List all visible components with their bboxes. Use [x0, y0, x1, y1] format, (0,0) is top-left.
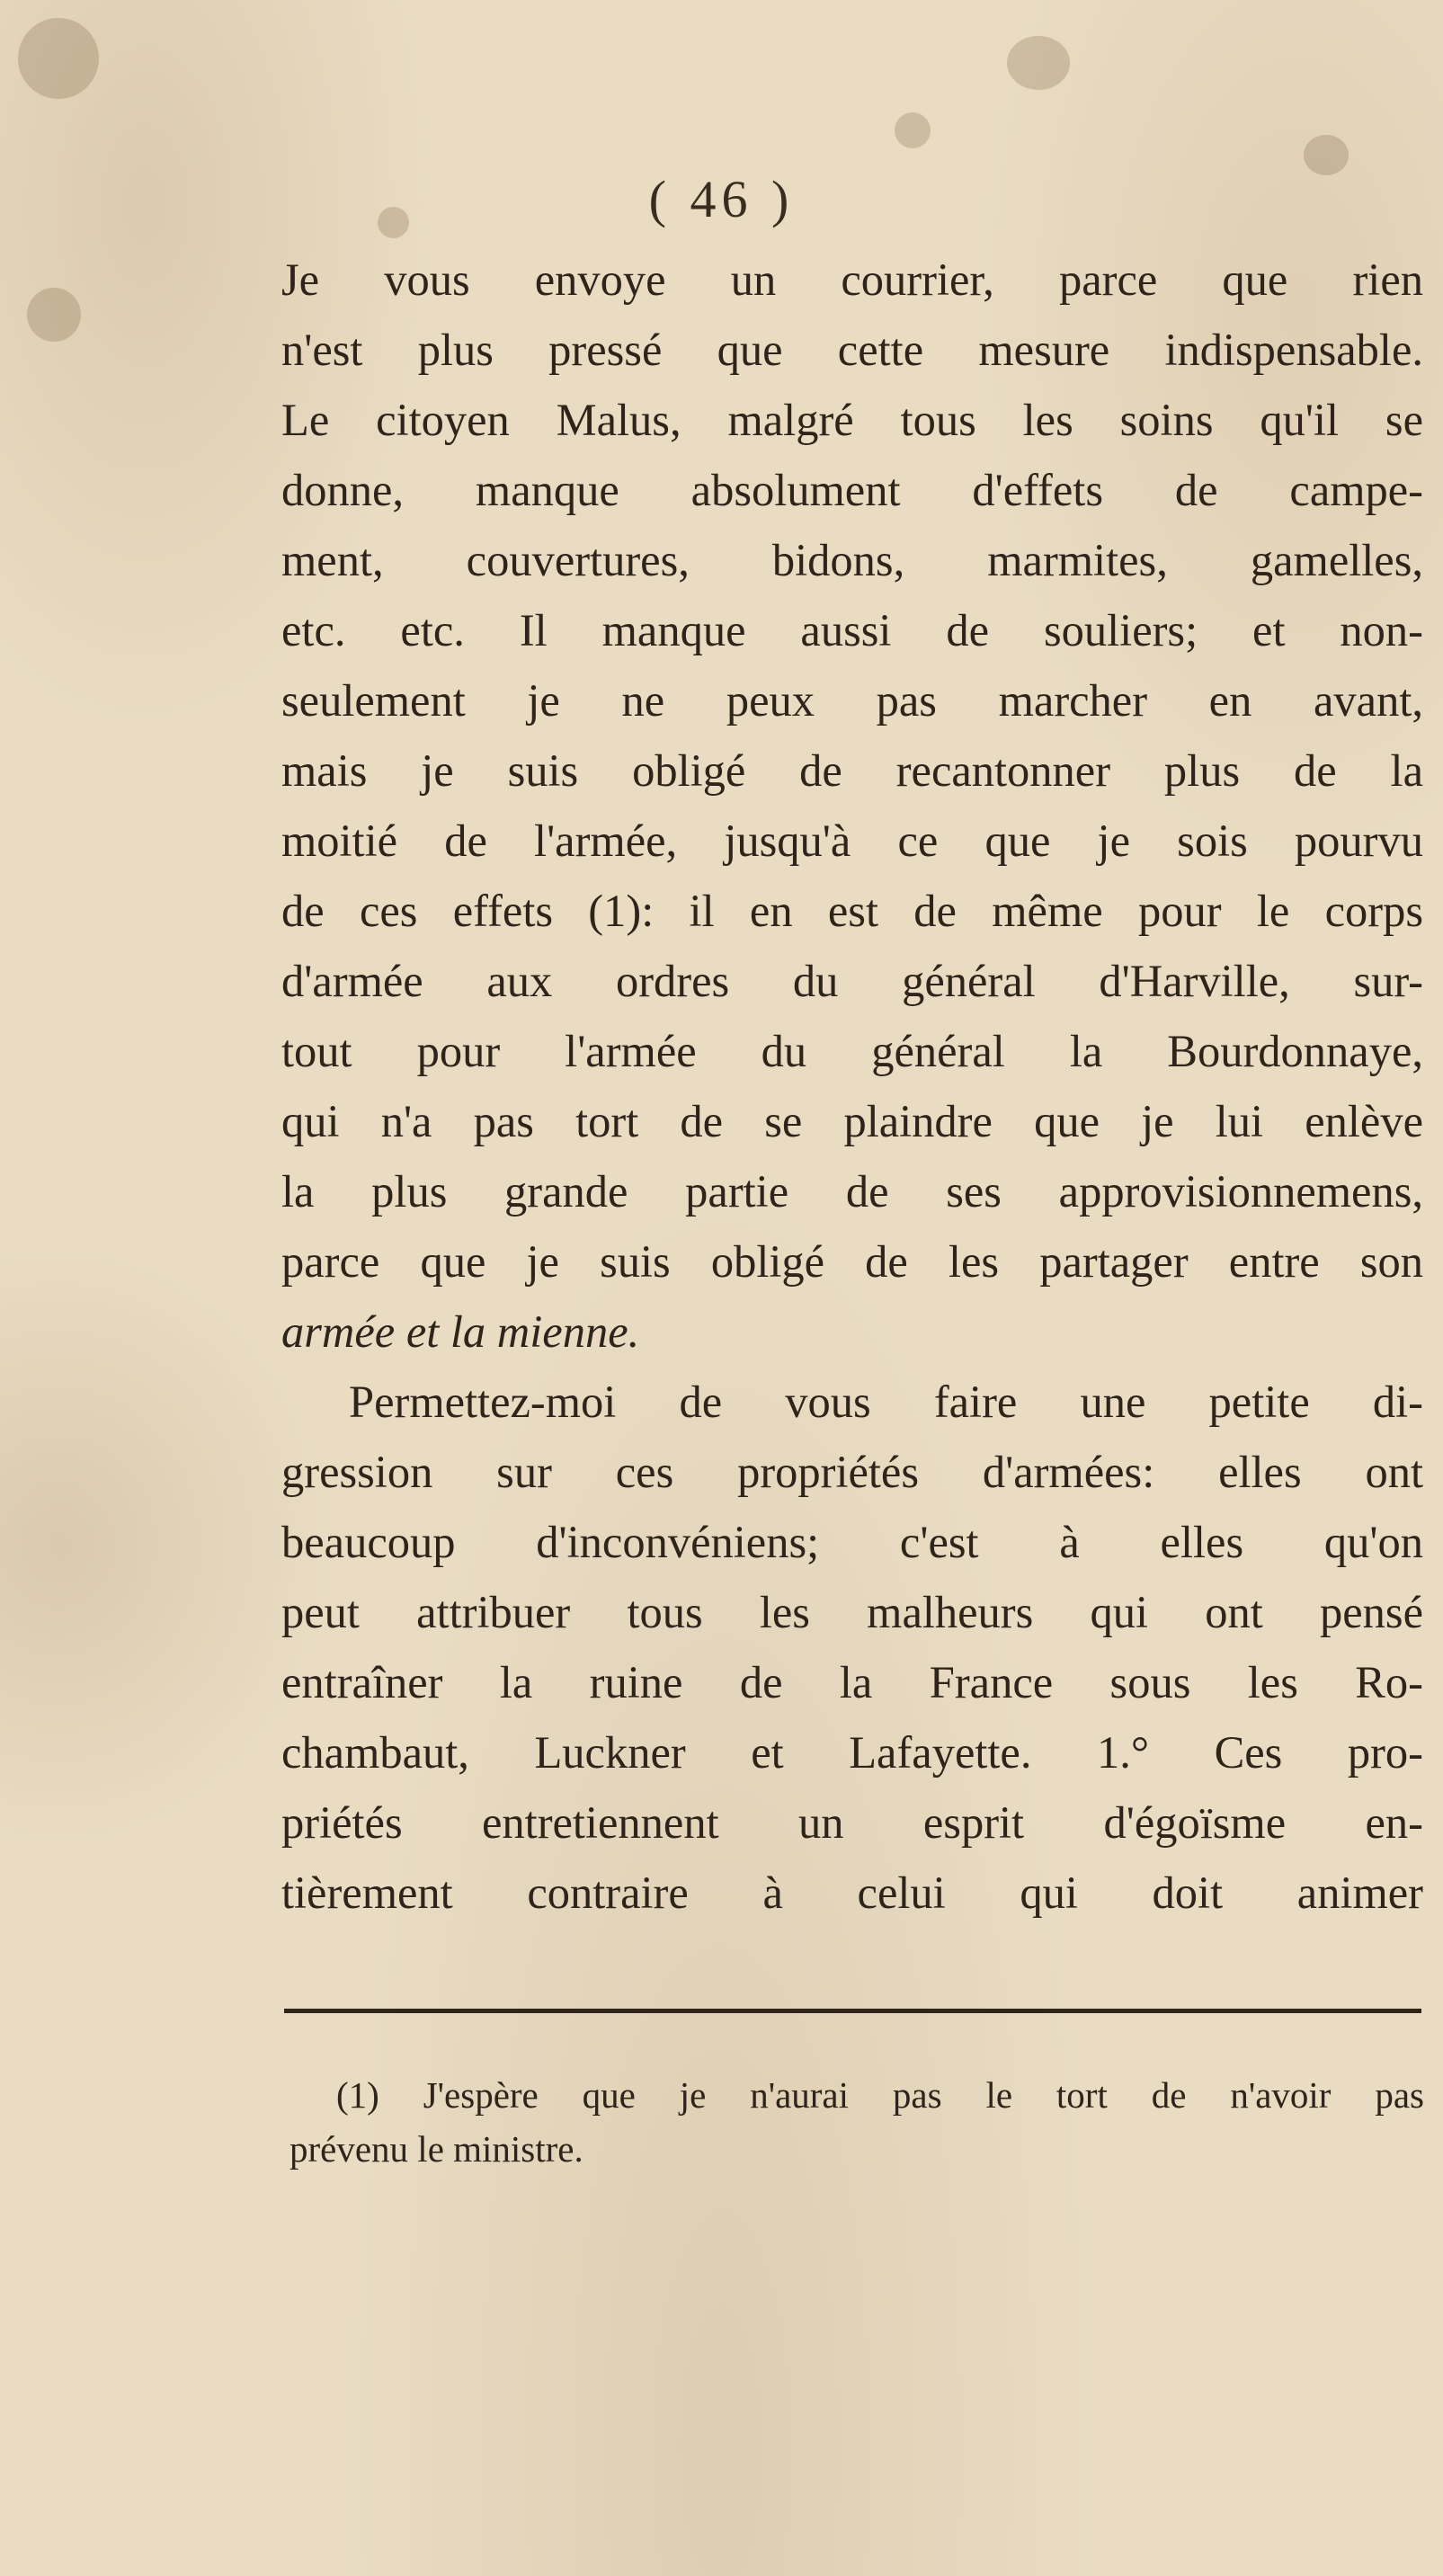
paper-stain [895, 112, 931, 148]
text-line: parce que je suis obligé de les partager entre son [281, 1236, 1423, 1287]
text-line: tièrement contraire à celui qui doit animer [281, 1867, 1423, 1918]
text-line: Permettez-moi de vous faire une petite di- [349, 1377, 1423, 1427]
text-line: Je vous envoye un courrier, parce que rien [281, 254, 1423, 305]
text-line: etc. etc. Il manque aussi de souliers; et non- [281, 605, 1423, 655]
text-line: donne, manque absolument d'effets de campe- [281, 465, 1423, 515]
text-line: seulement je ne peux pas marcher en avant, [281, 675, 1423, 726]
text-line: beaucoup d'inconvéniens; c'est à elles qu'on [281, 1517, 1423, 1567]
footnote-line: prévenu le ministre. [289, 2128, 583, 2170]
text-line: peut attribuer tous les malheurs qui ont pensé [281, 1587, 1423, 1637]
text-line: chambaut, Luckner et Lafayette. 1.° Ces pro- [281, 1727, 1423, 1778]
text-line: qui n'a pas tort de se plaindre que je lui enlève [281, 1096, 1423, 1146]
paper-stain [27, 288, 81, 342]
footnote-line: (1) J'espère que je n'aurai pas le tort de n'avoir pas [336, 2074, 1424, 2116]
page-number: ( 46 ) [648, 170, 795, 228]
footnote-divider [284, 2009, 1421, 2013]
text-line: entraîner la ruine de la France sous les Ro- [281, 1657, 1423, 1707]
body-text [281, 245, 1423, 1928]
text-line: moitié de l'armée, jusqu'à ce que je sois pourvu [281, 816, 1423, 866]
text-line: ment, couvertures, bidons, marmites, gamelles, [281, 535, 1423, 585]
text-line: Le citoyen Malus, malgré tous les soins qu'il se [281, 395, 1423, 445]
text-line: la plus grande partie de ses approvisionnemens, [281, 1166, 1423, 1217]
text-line: de ces effets (1): il en est de même pour le corps [281, 886, 1423, 936]
paper-stain [1007, 36, 1070, 90]
text-line: armée et la mienne. [281, 1306, 640, 1357]
text-line: gression sur ces propriétés d'armées: elles ont [281, 1447, 1423, 1497]
text-line: priétés entretiennent un esprit d'égoïsme en- [281, 1797, 1423, 1848]
text-line: n'est plus pressé que cette mesure indispensable. [281, 325, 1423, 375]
footnote [289, 2068, 1424, 2176]
text-line: tout pour l'armée du général la Bourdonnaye, [281, 1026, 1423, 1076]
paper-stain [18, 18, 99, 99]
text-line: d'armée aux ordres du général d'Harville, sur- [281, 956, 1423, 1006]
text-line: mais je suis obligé de recantonner plus de la [281, 745, 1423, 796]
